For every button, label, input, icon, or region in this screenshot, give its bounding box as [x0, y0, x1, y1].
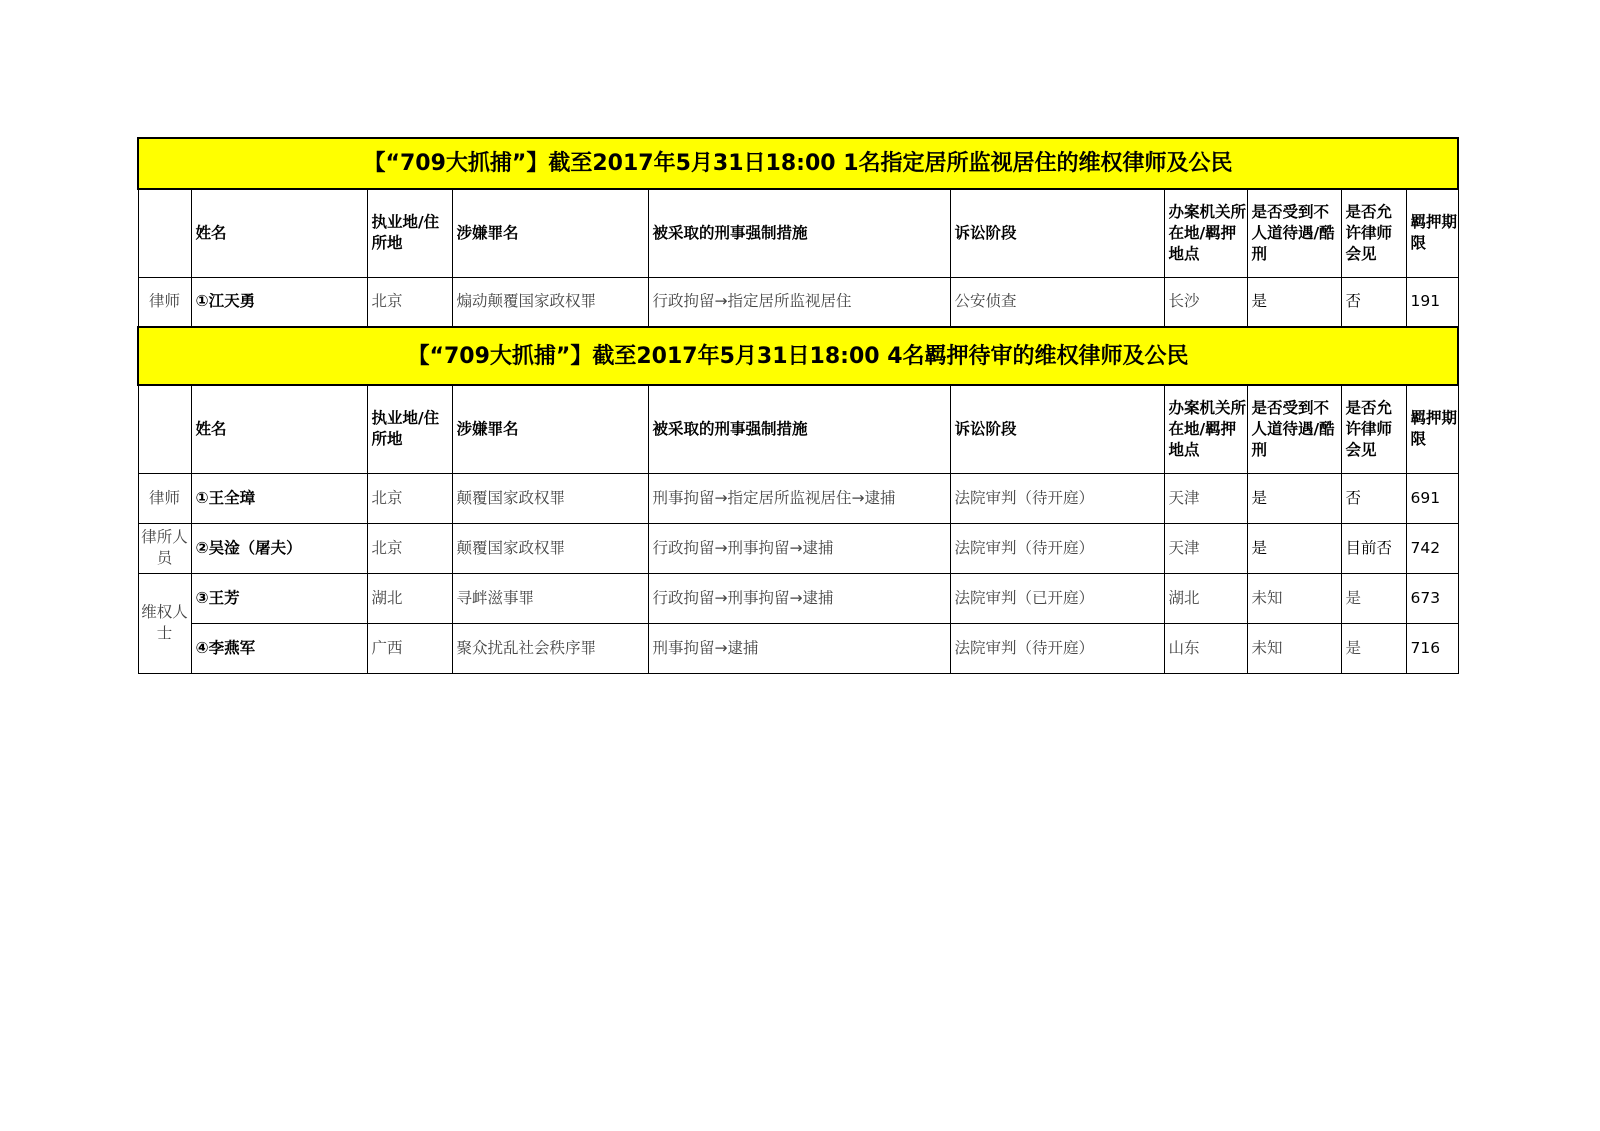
detention-table — [137, 137, 1459, 674]
stage-cell: 法院审判（待开庭） — [950, 623, 1164, 673]
torture-cell: 是 — [1247, 473, 1341, 523]
header-measures: 被采取的刑事强制措施 — [648, 385, 950, 473]
place-cell: 北京 — [367, 523, 452, 573]
category-cell: 维权人士 — [138, 573, 191, 673]
charge-cell: 聚众扰乱社会秩序罪 — [452, 623, 648, 673]
name-cell: ②吴淦（屠夫） — [191, 523, 367, 573]
torture-cell: 未知 — [1247, 573, 1341, 623]
header-category — [138, 189, 191, 277]
header-charge: 涉嫌罪名 — [452, 385, 648, 473]
section1-header-row — [138, 189, 1458, 277]
section2-title: 【“709大抓捕”】截至2017年5月31日18:00 4名羁押待审的维权律师及公民 — [138, 327, 1458, 385]
name-cell: ①江天勇 — [191, 277, 367, 327]
header-category — [138, 385, 191, 473]
charge-cell: 颠覆国家政权罪 — [452, 473, 648, 523]
table-row — [138, 573, 1458, 623]
header-place: 执业地/住所地 — [367, 189, 452, 277]
measures-cell: 行政拘留→指定居所监视居住 — [648, 277, 950, 327]
place-cell: 北京 — [367, 473, 452, 523]
location-cell: 山东 — [1164, 623, 1247, 673]
days-cell: 716 — [1406, 623, 1458, 673]
measures-cell: 刑事拘留→指定居所监视居住→逮捕 — [648, 473, 950, 523]
section2-header-row — [138, 385, 1458, 473]
location-cell: 天津 — [1164, 523, 1247, 573]
days-cell: 191 — [1406, 277, 1458, 327]
days-cell: 742 — [1406, 523, 1458, 573]
stage-cell: 法院审判（已开庭） — [950, 573, 1164, 623]
lawyer-access-cell: 是 — [1341, 573, 1406, 623]
location-cell: 湖北 — [1164, 573, 1247, 623]
place-cell: 北京 — [367, 277, 452, 327]
lawyer-access-cell: 是 — [1341, 623, 1406, 673]
header-charge: 涉嫌罪名 — [452, 189, 648, 277]
table-row — [138, 623, 1458, 673]
header-detention-days: 羁押期限 — [1406, 385, 1458, 473]
header-name: 姓名 — [191, 385, 367, 473]
category-cell: 律师 — [138, 277, 191, 327]
category-cell: 律师 — [138, 473, 191, 523]
measures-cell: 行政拘留→刑事拘留→逮捕 — [648, 573, 950, 623]
stage-cell: 法院审判（待开庭） — [950, 473, 1164, 523]
torture-cell: 未知 — [1247, 623, 1341, 673]
name-cell: ③王芳 — [191, 573, 367, 623]
location-cell: 天津 — [1164, 473, 1247, 523]
place-cell: 广西 — [367, 623, 452, 673]
table-row — [138, 277, 1458, 327]
torture-cell: 是 — [1247, 277, 1341, 327]
charge-cell: 煽动颠覆国家政权罪 — [452, 277, 648, 327]
header-location: 办案机关所在地/羁押地点 — [1164, 189, 1247, 277]
name-cell: ①王全璋 — [191, 473, 367, 523]
name-cell: ④李燕军 — [191, 623, 367, 673]
header-measures: 被采取的刑事强制措施 — [648, 189, 950, 277]
header-torture: 是否受到不人道待遇/酷刑 — [1247, 189, 1341, 277]
lawyer-access-cell: 否 — [1341, 277, 1406, 327]
torture-cell: 是 — [1247, 523, 1341, 573]
stage-cell: 法院审判（待开庭） — [950, 523, 1164, 573]
header-name: 姓名 — [191, 189, 367, 277]
charge-cell: 寻衅滋事罪 — [452, 573, 648, 623]
lawyer-access-cell: 否 — [1341, 473, 1406, 523]
header-torture: 是否受到不人道待遇/酷刑 — [1247, 385, 1341, 473]
measures-cell: 行政拘留→刑事拘留→逮捕 — [648, 523, 950, 573]
header-location: 办案机关所在地/羁押地点 — [1164, 385, 1247, 473]
section1-title: 【“709大抓捕”】截至2017年5月31日18:00 1名指定居所监视居住的维权律师及公民 — [138, 138, 1458, 189]
place-cell: 湖北 — [367, 573, 452, 623]
table-row — [138, 473, 1458, 523]
header-place: 执业地/住所地 — [367, 385, 452, 473]
lawyer-access-cell: 目前否 — [1341, 523, 1406, 573]
header-detention-days: 羁押期限 — [1406, 189, 1458, 277]
header-lawyer-access: 是否允许律师会见 — [1341, 385, 1406, 473]
header-stage: 诉讼阶段 — [950, 189, 1164, 277]
charge-cell: 颠覆国家政权罪 — [452, 523, 648, 573]
measures-cell: 刑事拘留→逮捕 — [648, 623, 950, 673]
stage-cell: 公安侦查 — [950, 277, 1164, 327]
days-cell: 691 — [1406, 473, 1458, 523]
header-lawyer-access: 是否允许律师会见 — [1341, 189, 1406, 277]
table-row — [138, 523, 1458, 573]
header-stage: 诉讼阶段 — [950, 385, 1164, 473]
category-cell: 律所人员 — [138, 523, 191, 573]
days-cell: 673 — [1406, 573, 1458, 623]
location-cell: 长沙 — [1164, 277, 1247, 327]
